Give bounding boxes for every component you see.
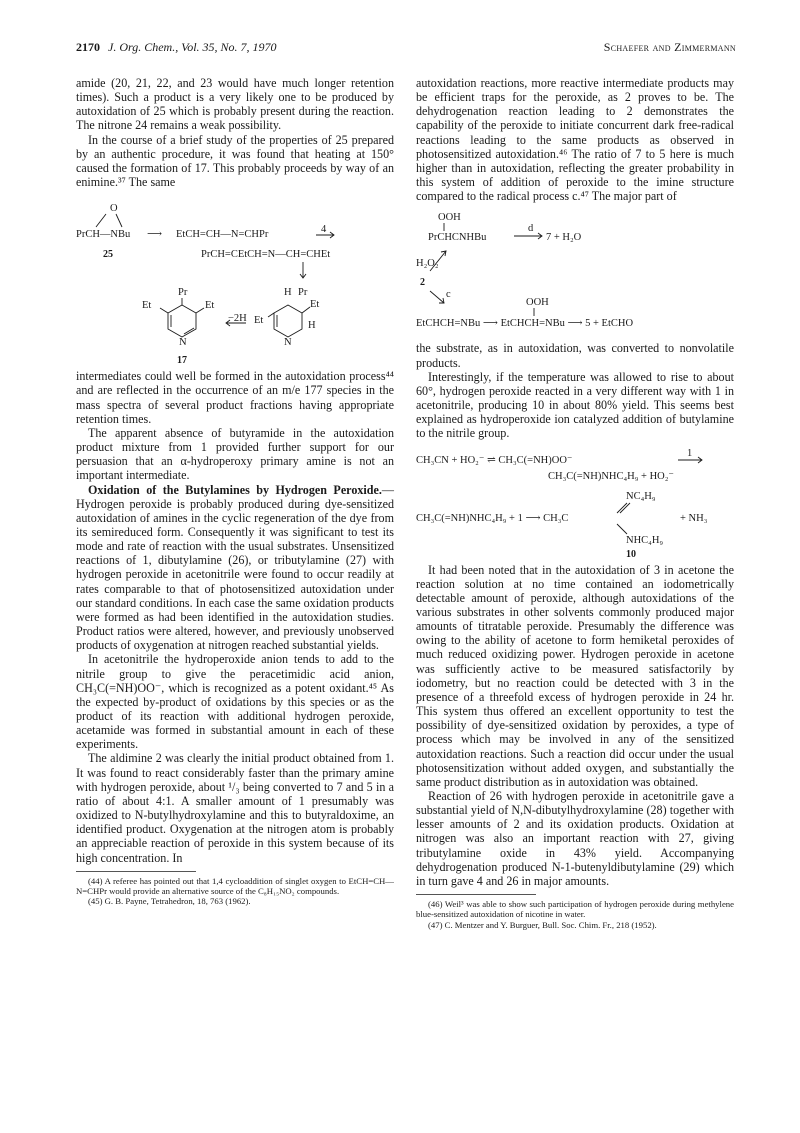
- right-column: [416, 76, 734, 930]
- footnote-rule: [76, 871, 196, 872]
- journal-citation: J. Org. Chem., Vol. 35, No. 7, 1970: [108, 40, 277, 54]
- reagent-label: H₂O₂: [416, 258, 439, 270]
- hydrogen-label: H: [308, 320, 316, 332]
- substituent-label: NHC₄H₉: [626, 534, 664, 546]
- nitrogen-label: N: [284, 337, 292, 349]
- nitrogen-label: N: [179, 337, 187, 349]
- scheme-nitrile-addition: [416, 447, 734, 559]
- oxygen-label: O: [110, 203, 118, 215]
- reagent-label: 1: [687, 447, 693, 459]
- substituent-label: Et: [142, 300, 152, 312]
- substituent-label: Et: [310, 299, 320, 311]
- substituent-label: Pr: [298, 287, 308, 299]
- footnote-rule: [416, 894, 536, 895]
- paragraph: In the course of a brief study of the properties of 25 prepared by an authentic procedure, it was found that heating at 150° caused the formation of 17. This probably proceeds by way of an enimine.³⁷ The same: [76, 132, 394, 190]
- hydroperoxy-label: OOH: [526, 297, 549, 309]
- substituent-label: NC₄H₉: [626, 490, 656, 502]
- arrow-label: 4: [321, 224, 327, 236]
- paragraph: In acetonitrile the hydroperoxide anion tends to add to the nitrile group to give the peracetimidic acid anion, CH₃C(=NH)OO⁻, which is recognized as a potent oxidant.⁴⁵ As the expected by-product of oxidations by this species or as the product of its reaction with additional hydrogen peroxide, acetamide was formed in substantial amount in each of these experiments.: [76, 652, 394, 752]
- oxaziridine-formula: PrCH—NBu: [76, 229, 131, 241]
- footnote: (46) Weil³ was able to show such participation of hydrogen peroxide during methylene blue-sensitized autoxidation of nicotine in water.: [416, 899, 734, 920]
- paragraph: —Hydrogen peroxide is probably produced during dye-sensitized autoxidation of amines in the cyclic regeneration of the dye from its semireduced form. Consequently it was significant to test its mode and rate of reaction with the usual substrates. Unsensitized reactions of 1, dibutylamine (26), or tributylamine (27) with hydrogen peroxide in acetonitrile were found to occur readily at rates comparable to that of photosensitized autoxidation under our standard conditions. In each case the same oxidation products were formed as had been identified in the autoxidation studies. Product ratios were altered, however, and previously unobserved products of oxygenation at nitrogen reached substantial yields.: [76, 482, 394, 653]
- reaction-arrow: [430, 291, 444, 303]
- compound-number: 2: [420, 277, 425, 289]
- paragraph: Interestingly, if the temperature was allowed to rise to about 60°, hydrogen peroxide reacted in a very different way with 1 in acetonitrile, producing 10 in about 80% yield. This seems best explained as hydroperoxide ion catalyzed addition of butylamine to the nitrile group.: [416, 369, 734, 441]
- bond: [196, 308, 204, 313]
- adduct-formula: PrCHCNHBu: [428, 232, 487, 244]
- bond: [302, 307, 310, 313]
- paragraph: The apparent absence of butyramide in the autoxidation product mixture from 1 provided further support for our persuasion that an α-hydroperoxy primary amine is not an important intermediate.: [76, 425, 394, 483]
- enimine-formula: EtCH=CH—N=CHPr: [176, 229, 269, 241]
- paragraph: Reaction of 26 with hydrogen peroxide in acetonitrile gave a substantial yield of N,N-dibutylhydroxylamine (28) together with lesser amounts of 2 and its oxidation products. Oxidation at nitrogen was also an important reaction with 27, giving tributylamine oxide in 43% yield. Accompanying dehydrogenation produced N-1-butenyldibutylamine (29) which in turn gave 4 and 26 in major amounts.: [416, 789, 734, 888]
- hydroperoxy-label: OOH: [438, 212, 461, 224]
- bond: [160, 308, 168, 313]
- diene-formula: PrCH=CEtCH=N—CH=CHEt: [201, 249, 331, 261]
- paragraph: amide (20, 21, 22, and 23 would have much longer retention times). Such a product is a very likely one to be produced by autoxidation of 25 which is probably present during the reaction. The nitrone 24 remains a weak possibility.: [76, 76, 394, 133]
- paragraph: It had been noted that in the autoxidation of 3 in acetone the reaction solution at no time contained an iodometrically detectable amount of peroxide, although autoxidations of the various substrates in other solvents commonly produced major amounts of titratable peroxide. Presumably the difference was owing to the ability of acetone to form hemiketal peroxides of much reduced oxidizing power. Hydrogen peroxide in acetone was sufficiently active to be measured satisfactorily by iodometry, but no reaction could be detected with 3 in the presence of a threefold excess of hydrogen peroxide in 24 hr. This system thus offered an excellent opportunity to test the possibility of dye-sensitized oxidation by peroxides, a type of process which may be involved in any of the sensitized autoxidation reactions. Such a reaction did occur under the usual photosensitization without added oxygen, and substantially the same product distribution as in autoxidation was obtained.: [416, 562, 734, 789]
- bond: [96, 214, 106, 227]
- left-column: [76, 76, 394, 906]
- author-names: Schaefer and Zimmermann: [603, 40, 736, 54]
- page-number: 2170: [76, 40, 100, 54]
- footnote: (45) G. B. Payne, Tetrahedron, 18, 763 (1962).: [88, 896, 251, 907]
- reaction-sequence: EtCHCH=NBu ⟶ EtCHCH=NBu ⟶ 5 + EtCHO: [416, 318, 634, 330]
- bond: [116, 214, 122, 227]
- paragraph: autoxidation reactions, more reactive intermediate products may be efficient traps for the peroxide, as 2 proves to be. The dehydrogenation reaction leading to 2 demonstrates the capability of the peroxide to initiate concurrent dark free-radical reactions leading to the same products as observed in photosensitized autoxidation.⁴⁶ The ratio of 7 to 5 here is much higher than in autoxidation, reflecting the greater probability in this system of addition of peroxide to the imine structure compared to the radical process c.⁴⁷ The major part of: [416, 76, 734, 204]
- footnote: (44) A referee has pointed out that 1,4 cycloaddition of singlet oxygen to EtCH=CH—N=CHPr would provide an alternative source of the C₈H₁₅NO₂ compounds.: [76, 875, 394, 896]
- substituent-label: Pr: [178, 287, 188, 299]
- paragraph: The aldimine 2 was clearly the initial product obtained from 1. It was found to react considerably faster than the primary amine with hydrogen peroxide, about ¹/₃ being converted to 7 and 5 in a ratio of about 4:1. A smaller amount of 1 presumably was oxidized to N-butylhydroxylamine and this to butyraldoxime, an identified product. Oxygenation at the nitrogen atom is probably an appreciable reaction of peroxide in this system because of its high concentration. In: [76, 751, 394, 865]
- equilibrium-equation: CH₃CN + HO₂⁻ ⇌ CH₃C(=NH)OO⁻: [416, 454, 573, 466]
- amidine-product: CH₃C(=NH)NHC₄H₉ + HO₂⁻: [548, 470, 674, 482]
- paragraph: the substrate, as in autoxidation, was converted to nonvolatile products.: [416, 341, 734, 370]
- substituent-label: Et: [205, 300, 215, 312]
- dihydropyridine-ring: [274, 305, 302, 337]
- pyridine-ring: [168, 305, 196, 337]
- section-heading: Oxidation of the Butylamines by Hydrogen Peroxide.: [88, 482, 382, 497]
- running-header: [76, 40, 736, 60]
- compound-number: 10: [626, 548, 636, 559]
- path-label: d: [528, 223, 534, 235]
- reaction-arrow: ⟶: [147, 229, 163, 241]
- compound-number: 17: [177, 355, 187, 366]
- paragraph: intermediates could well be formed in the autoxidation process⁴⁴ and are reflected in the occurrence of an m/e 177 species in the mass spectra of several product fractions having appropriate retention times.: [76, 369, 394, 426]
- reaction-label: −2H: [228, 313, 247, 325]
- amidine-reaction: CH₃C(=NH)NHC₄H₉ + 1 ⟶ CH₃C: [416, 512, 569, 524]
- scheme-peroxide-reactions: [416, 209, 734, 337]
- byproduct: + NH₃: [680, 512, 708, 524]
- product-formula: 7 + H₂O: [546, 232, 582, 244]
- substituent-label: Et: [254, 315, 264, 327]
- hydrogen-label: H: [284, 287, 292, 299]
- bond: [617, 524, 627, 534]
- footnotes: [416, 899, 734, 930]
- footnotes: [76, 876, 394, 907]
- compound-number: 25: [103, 249, 113, 261]
- path-label: c: [446, 289, 451, 301]
- scheme-oxaziridine-to-pyridine: [76, 195, 394, 365]
- footnote: (47) C. Mentzer and Y. Burguer, Bull. Soc. Chim. Fr., 218 (1952).: [428, 919, 657, 930]
- bond: [268, 313, 274, 317]
